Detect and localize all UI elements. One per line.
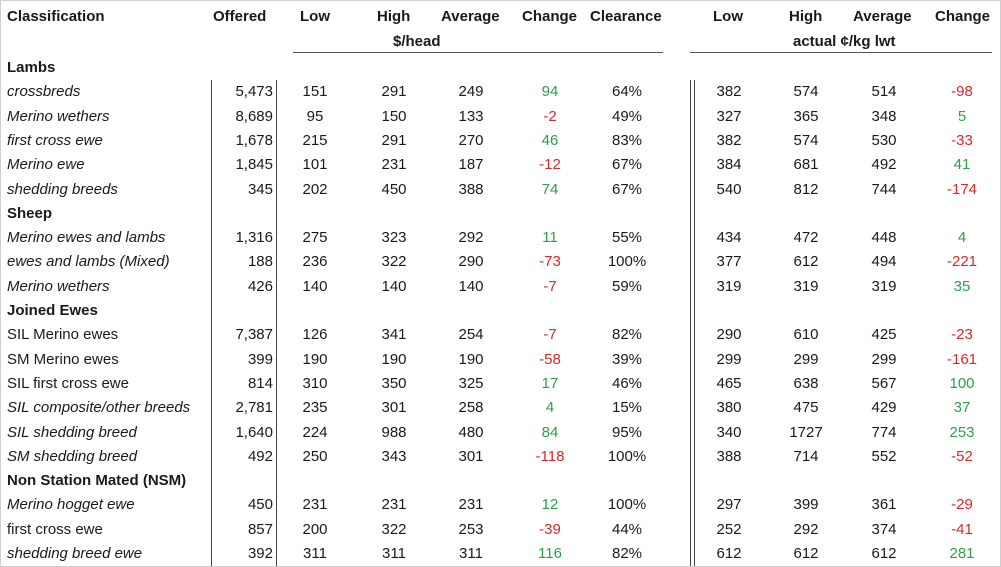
- table-row: [1, 105, 1001, 129]
- high2-cell: 574: [793, 83, 819, 101]
- table-row: [1, 372, 1001, 396]
- avg-cell: 140: [458, 277, 484, 295]
- avg2-cell: 425: [871, 326, 897, 344]
- change2-cell: 5: [957, 107, 967, 125]
- high-cell: 341: [381, 326, 407, 344]
- offered-cell: 399: [247, 350, 273, 368]
- change-cell: 12: [541, 496, 559, 514]
- table-row: [1, 178, 1001, 202]
- high2-cell: 319: [793, 277, 819, 295]
- classification-cell: crossbreds: [7, 83, 81, 101]
- change2-cell: -41: [951, 520, 973, 538]
- avg-cell: 270: [458, 131, 484, 149]
- avg2-cell: 567: [871, 374, 897, 392]
- avg2-cell: 348: [871, 107, 897, 125]
- avg2-cell: 612: [871, 545, 897, 562]
- low2-cell: 297: [716, 496, 742, 514]
- table-row: [1, 396, 1001, 420]
- table-row: [1, 80, 1001, 104]
- high2-cell: 681: [793, 156, 819, 174]
- low-cell: 95: [306, 107, 324, 125]
- low2-cell: 380: [716, 399, 742, 417]
- offered-cell: 814: [247, 374, 273, 392]
- change-cell: 84: [541, 423, 559, 441]
- change-cell: 46: [541, 131, 559, 149]
- section-row: [1, 299, 1001, 323]
- change2-cell: -23: [951, 326, 973, 344]
- avg2-cell: 429: [871, 399, 897, 417]
- high-cell: 323: [381, 229, 407, 247]
- avg-cell: 325: [458, 374, 484, 392]
- change-cell: 4: [545, 399, 555, 417]
- change2-cell: -174: [946, 180, 978, 198]
- low-cell: 215: [302, 131, 328, 149]
- high2-cell: 365: [793, 107, 819, 125]
- table-row: [1, 542, 1001, 566]
- high2-cell: 475: [793, 399, 819, 417]
- avg2-cell: 494: [871, 253, 897, 271]
- low-cell: 140: [302, 277, 328, 295]
- change-cell: -118: [535, 447, 565, 465]
- high2-cell: 1727: [789, 423, 823, 441]
- avg-cell: 253: [458, 520, 484, 538]
- low-cell: 151: [302, 83, 328, 101]
- high-cell: 190: [381, 350, 407, 368]
- header-average: Average: [441, 8, 500, 25]
- change2-cell: -33: [951, 131, 973, 149]
- classification-cell: SIL Merino ewes: [7, 326, 119, 344]
- high-cell: 988: [381, 423, 407, 441]
- table-row: [1, 129, 1001, 153]
- avg-cell: 290: [458, 253, 484, 271]
- clearance-cell: 44%: [611, 520, 643, 538]
- change2-cell: 4: [957, 229, 967, 247]
- high2-cell: 638: [793, 374, 819, 392]
- change-cell: -39: [539, 520, 561, 538]
- table-row: [1, 250, 1001, 274]
- low-cell: 275: [302, 229, 328, 247]
- section-row: [1, 202, 1001, 226]
- change2-cell: -98: [951, 83, 973, 101]
- clearance-cell: 55%: [611, 229, 643, 247]
- change2-cell: -161: [946, 350, 978, 368]
- offered-cell: 1,845: [235, 156, 273, 174]
- change-cell: -73: [539, 253, 561, 271]
- offered-cell: 1,678: [235, 131, 273, 149]
- change-cell: 94: [541, 83, 559, 101]
- classification-cell: SM Merino ewes: [7, 350, 119, 368]
- change2-cell: -52: [951, 447, 973, 465]
- high-cell: 350: [381, 374, 407, 392]
- avg2-cell: 530: [871, 131, 897, 149]
- low2-cell: 340: [716, 423, 742, 441]
- clearance-cell: 59%: [611, 277, 643, 295]
- low2-cell: 540: [716, 180, 742, 198]
- change2-cell: -29: [951, 496, 973, 514]
- low2-cell: 319: [716, 277, 742, 295]
- clearance-cell: 95%: [611, 423, 643, 441]
- change-cell: 11: [542, 229, 558, 247]
- change2-cell: 35: [953, 277, 971, 295]
- avg2-cell: 774: [871, 423, 897, 441]
- low2-cell: 434: [716, 229, 742, 247]
- high-cell: 450: [381, 180, 407, 198]
- table-row: [1, 348, 1001, 372]
- offered-cell: 5,473: [235, 83, 273, 101]
- offered-cell: 8,689: [235, 107, 273, 125]
- change2-cell: 100: [949, 374, 975, 392]
- table-row: [1, 226, 1001, 250]
- table-row: [1, 421, 1001, 445]
- header-offered: Offered: [213, 8, 267, 25]
- avg2-cell: 492: [871, 156, 897, 174]
- clearance-cell: 49%: [611, 107, 643, 125]
- avg-cell: 133: [458, 107, 484, 125]
- low2-cell: 299: [716, 350, 742, 368]
- offered-cell: 1,640: [235, 423, 273, 441]
- table-row: [1, 445, 1001, 469]
- avg2-cell: 744: [871, 180, 897, 198]
- offered-cell: 450: [247, 496, 273, 514]
- high-cell: 322: [381, 520, 407, 538]
- clearance-cell: 82%: [611, 545, 643, 562]
- low2-cell: 465: [716, 374, 742, 392]
- offered-cell: 345: [247, 180, 273, 198]
- low2-cell: 382: [716, 131, 742, 149]
- high-cell: 322: [381, 253, 407, 271]
- clearance-cell: 67%: [611, 180, 643, 198]
- change2-cell: -221: [946, 253, 978, 271]
- table-row: [1, 275, 1001, 299]
- change-cell: -58: [539, 350, 561, 368]
- section-row: [1, 56, 1001, 80]
- change-cell: -12: [539, 156, 561, 174]
- classification-cell: first cross ewe: [7, 131, 103, 149]
- high2-cell: 299: [793, 350, 819, 368]
- classification-cell: Merino ewes and lambs: [7, 229, 166, 247]
- classification-cell: shedding breed ewe: [7, 545, 143, 562]
- offered-cell: 857: [247, 520, 273, 538]
- avg2-cell: 319: [871, 277, 897, 295]
- low-cell: 235: [302, 399, 328, 417]
- classification-cell: first cross ewe: [7, 520, 103, 538]
- classification-cell: Merino hogget ewe: [7, 496, 135, 514]
- high2-cell: 399: [793, 496, 819, 514]
- header-low-kg: Low: [713, 8, 743, 25]
- avg2-cell: 374: [871, 520, 897, 538]
- high-cell: 291: [381, 131, 407, 149]
- classification-cell: SIL first cross ewe: [7, 374, 129, 392]
- change-cell: -7: [543, 277, 557, 295]
- high-cell: 231: [381, 496, 407, 514]
- avg-cell: 231: [458, 496, 484, 514]
- header-high: High: [377, 8, 411, 25]
- low2-cell: 384: [716, 156, 742, 174]
- avg-cell: 190: [458, 350, 484, 368]
- low-cell: 236: [302, 253, 328, 271]
- table-row: [1, 493, 1001, 517]
- low-cell: 190: [302, 350, 328, 368]
- high2-cell: 612: [793, 253, 819, 271]
- header-rule-kg: [690, 52, 992, 53]
- low-cell: 202: [302, 180, 328, 198]
- high-cell: 150: [381, 107, 407, 125]
- table-row: [1, 323, 1001, 347]
- high-cell: 343: [381, 447, 407, 465]
- classification-cell: ewes and lambs (Mixed): [7, 253, 170, 271]
- avg-cell: 187: [458, 156, 484, 174]
- high2-cell: 714: [793, 447, 819, 465]
- clearance-cell: 15%: [611, 399, 643, 417]
- low-cell: 231: [302, 496, 328, 514]
- change-cell: -2: [543, 107, 557, 125]
- change2-cell: 41: [953, 156, 971, 174]
- classification-cell: SM shedding breed: [7, 447, 138, 465]
- unit-per-kg: actual ¢/kg lwt: [793, 33, 896, 50]
- offered-cell: 7,387: [235, 326, 273, 344]
- unit-per-head: $/head: [393, 33, 441, 50]
- header-change: Change: [522, 8, 578, 25]
- clearance-cell: 46%: [611, 374, 643, 392]
- avg-cell: 311: [459, 545, 483, 562]
- header-change-kg: Change: [935, 8, 991, 25]
- classification-cell: shedding breeds: [7, 180, 118, 198]
- header-clearance: Clearance: [590, 8, 662, 25]
- low-cell: 310: [302, 374, 328, 392]
- low2-cell: 388: [716, 447, 742, 465]
- low2-cell: 612: [716, 545, 742, 562]
- avg-cell: 258: [458, 399, 484, 417]
- header-high-kg: High: [789, 8, 823, 25]
- high2-cell: 292: [793, 520, 819, 538]
- classification-cell: Merino wethers: [7, 107, 110, 125]
- change2-cell: 37: [953, 399, 971, 417]
- clearance-cell: 39%: [611, 350, 643, 368]
- avg-cell: 249: [458, 83, 484, 101]
- classification-cell: SIL composite/other breeds: [7, 399, 191, 417]
- change-cell: 17: [541, 374, 559, 392]
- high-cell: 231: [381, 156, 407, 174]
- change2-cell: 281: [949, 545, 975, 562]
- high2-cell: 574: [793, 131, 819, 149]
- low-cell: 126: [302, 326, 328, 344]
- high2-cell: 812: [793, 180, 819, 198]
- offered-cell: 492: [247, 447, 273, 465]
- clearance-cell: 83%: [611, 131, 643, 149]
- header-low: Low: [300, 8, 330, 25]
- section-label: Joined Ewes: [7, 302, 98, 319]
- low-cell: 224: [302, 423, 328, 441]
- offered-cell: 188: [247, 253, 273, 271]
- high-cell: 291: [381, 83, 407, 101]
- avg2-cell: 552: [871, 447, 897, 465]
- avg2-cell: 448: [871, 229, 897, 247]
- avg-cell: 301: [458, 447, 484, 465]
- clearance-cell: 100%: [607, 253, 647, 271]
- high2-cell: 472: [793, 229, 819, 247]
- low2-cell: 327: [716, 107, 742, 125]
- avg2-cell: 299: [871, 350, 897, 368]
- change-cell: 116: [538, 545, 562, 562]
- change-cell: 74: [541, 180, 559, 198]
- classification-cell: Merino wethers: [7, 277, 110, 295]
- section-label: Sheep: [7, 204, 53, 222]
- table-row: [1, 153, 1001, 177]
- avg2-cell: 361: [871, 496, 897, 514]
- table-row: [1, 518, 1001, 542]
- avg-cell: 480: [458, 423, 484, 441]
- low2-cell: 382: [716, 83, 742, 101]
- clearance-cell: 64%: [611, 83, 643, 101]
- high-cell: 301: [381, 399, 407, 417]
- low2-cell: 252: [716, 520, 742, 538]
- offered-cell: 392: [247, 545, 273, 562]
- offered-cell: 1,316: [235, 229, 273, 247]
- offered-cell: 2,781: [235, 399, 273, 417]
- low-cell: 200: [302, 520, 328, 538]
- section-label: Non Station Mated (NSM): [7, 472, 187, 490]
- avg2-cell: 514: [871, 83, 897, 101]
- low2-cell: 290: [716, 326, 742, 344]
- low-cell: 311: [303, 545, 327, 562]
- avg-cell: 254: [458, 326, 484, 344]
- low-cell: 101: [302, 156, 328, 174]
- clearance-cell: 67%: [611, 156, 643, 174]
- header-classification: Classification: [7, 8, 105, 25]
- clearance-cell: 82%: [611, 326, 643, 344]
- low-cell: 250: [302, 447, 328, 465]
- high2-cell: 612: [793, 545, 819, 562]
- classification-cell: Merino ewe: [7, 156, 85, 174]
- clearance-cell: 100%: [607, 496, 647, 514]
- offered-cell: 426: [247, 277, 273, 295]
- change2-cell: 253: [949, 423, 975, 441]
- section-label: Lambs: [7, 59, 56, 76]
- avg-cell: 388: [458, 180, 484, 198]
- high-cell: 311: [382, 545, 406, 562]
- high-cell: 140: [381, 277, 407, 295]
- header-average-kg: Average: [853, 8, 912, 25]
- classification-cell: SIL shedding breed: [7, 423, 137, 441]
- clearance-cell: 100%: [607, 447, 647, 465]
- low2-cell: 377: [716, 253, 742, 271]
- avg-cell: 292: [458, 229, 484, 247]
- change-cell: -7: [543, 326, 557, 344]
- section-row: [1, 469, 1001, 493]
- high2-cell: 610: [793, 326, 819, 344]
- header-rule-head: [293, 52, 663, 53]
